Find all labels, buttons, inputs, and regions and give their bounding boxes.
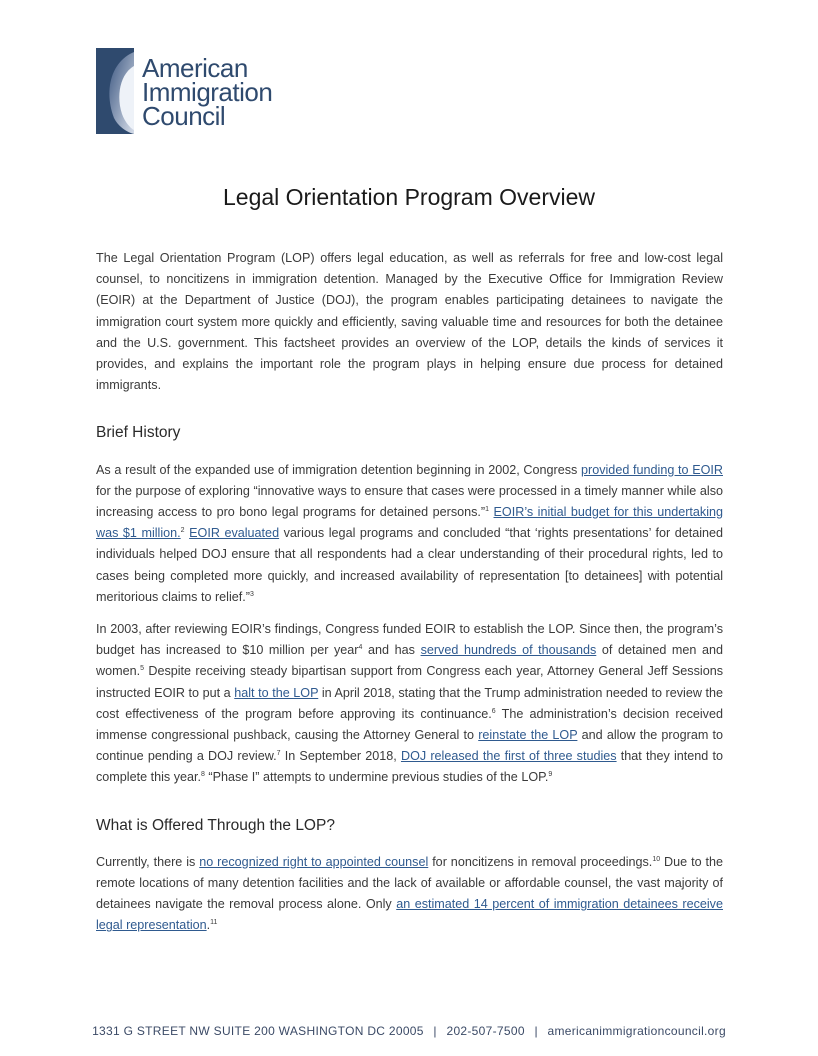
- history-paragraph-1: [96, 460, 723, 608]
- page-footer: [0, 1024, 818, 1038]
- footnote-3[interactable]: 3: [249, 590, 254, 598]
- text-span: various legal programs and concluded “that ‘rights presentations’ for detained individuals helped DOJ ensure that all respondents had a clear understanding of their procedural rights, led to cases being completed more quickly, and increased availability of representation [to detainees] with potential meritorious claims to relief.”: [96, 526, 724, 604]
- logo-emblem-icon: [96, 48, 134, 134]
- text-span: in April 2018, stating that the Trump administration needed to review the cost effectiveness of the program before approving its continuance.: [96, 685, 724, 721]
- link-14-percent[interactable]: an estimated 14 percent of immigration detainees receive legal representation: [96, 897, 723, 933]
- text-span: Despite receiving steady bipartisan support from Congress each year, Attorney General Jeff Sessions instructed EOIR to put a: [96, 664, 724, 700]
- section-heading-offered: What is Offered Through the LOP?: [96, 816, 335, 834]
- logo-line-2: Immigration: [142, 77, 273, 107]
- section-heading-history: Brief History: [96, 424, 181, 442]
- footnote-7[interactable]: 7: [276, 750, 281, 758]
- footer-phone: 202-507-7500: [446, 1024, 525, 1038]
- text-span: Due to the remote locations of many detention facilities and the lack of available or affordable counsel, the vast majority of detainees navigate the removal process alone. Only: [96, 854, 724, 912]
- offered-paragraph-1: [96, 852, 723, 937]
- text-span: of detained men and women.: [96, 643, 724, 679]
- link-initial-budget[interactable]: EOIR’s initial budget for this undertaking was $1 million.: [96, 505, 724, 541]
- footnote-8[interactable]: 8: [201, 771, 205, 779]
- text-span: that they intend to complete this year.: [96, 749, 724, 785]
- link-provided-funding[interactable]: provided funding to EOIR: [581, 462, 723, 477]
- footnote-11[interactable]: 11: [210, 919, 218, 927]
- link-served-hundreds[interactable]: served hundreds of thousands: [420, 643, 597, 658]
- footer-separator: |: [433, 1024, 437, 1038]
- main-content: [96, 248, 723, 948]
- footnote-10[interactable]: 10: [652, 855, 661, 863]
- text-span: As a result of the expanded use of immigration detention beginning in 2002, Congress: [96, 462, 578, 477]
- footer-address: 1331 G STREET NW SUITE 200 WASHINGTON DC 20005: [92, 1024, 424, 1038]
- text-span: and allow the program to continue pending a DOJ review.: [96, 728, 724, 764]
- footnote-1[interactable]: 1: [485, 505, 490, 513]
- footnote-4[interactable]: 4: [358, 644, 363, 652]
- footnote-9[interactable]: 9: [548, 771, 553, 779]
- footnote-5[interactable]: 5: [140, 665, 145, 673]
- organization-logo: [96, 48, 276, 138]
- link-eoir-evaluated[interactable]: EOIR evaluated: [189, 526, 280, 541]
- page-title: Legal Orientation Program Overview: [223, 184, 595, 210]
- text-span: for noncitizens in removal proceedings.: [432, 854, 653, 869]
- text-span: In 2003, after reviewing EOIR’s findings, Congress funded EOIR to establish the LOP. Since then, the program’s budget has increased to $10 million per year: [96, 622, 723, 658]
- text-span: The administration’s decision received immense congressional pushback, causing the Attorney General to: [96, 706, 723, 743]
- logo-line-1: American: [142, 53, 248, 83]
- text-span: for the purpose of exploring “innovative ways to ensure that cases were processed in a timely manner while also increasing access to pro bono legal programs for detained persons.”: [96, 483, 723, 520]
- footnote-6[interactable]: 6: [491, 707, 496, 715]
- history-paragraph-2: [96, 619, 723, 789]
- text-span: In September 2018,: [284, 749, 397, 764]
- link-reinstate-lop[interactable]: reinstate the LOP: [478, 728, 578, 743]
- text-span: “Phase I” attempts to undermine previous studies of the LOP.: [208, 770, 549, 785]
- logo-line-3: Council: [142, 101, 226, 131]
- footnote-2[interactable]: 2: [180, 527, 185, 535]
- link-no-right-to-counsel[interactable]: no recognized right to appointed counsel: [199, 854, 429, 869]
- footer-separator: |: [534, 1024, 538, 1038]
- text-span: Currently, there is: [96, 854, 196, 869]
- intro-paragraph: The Legal Orientation Program (LOP) offers legal education, as well as referrals for free and low-cost legal counsel, to noncitizens in immigration detention. Managed by the Executive Office for Immigration Review (EOIR) at the Department of Justice (DOJ), the program enables participating detainees to navigate the immigration court system more quickly and efficiently, saving valuable time and resources for both the detainee and the U.S. government. This factsheet provides an overview of the LOP, details the kinds of services it provides, and explains the important role the program plays in helping ensure due process for detained immigrants.: [96, 251, 723, 393]
- link-halt-to-lop[interactable]: halt to the LOP: [234, 685, 319, 700]
- text-span: and has: [368, 643, 415, 658]
- text-span: .: [206, 918, 211, 933]
- link-doj-studies[interactable]: DOJ released the first of three studies: [400, 749, 617, 764]
- footer-website[interactable]: americanimmigrationcouncil.org: [547, 1024, 726, 1038]
